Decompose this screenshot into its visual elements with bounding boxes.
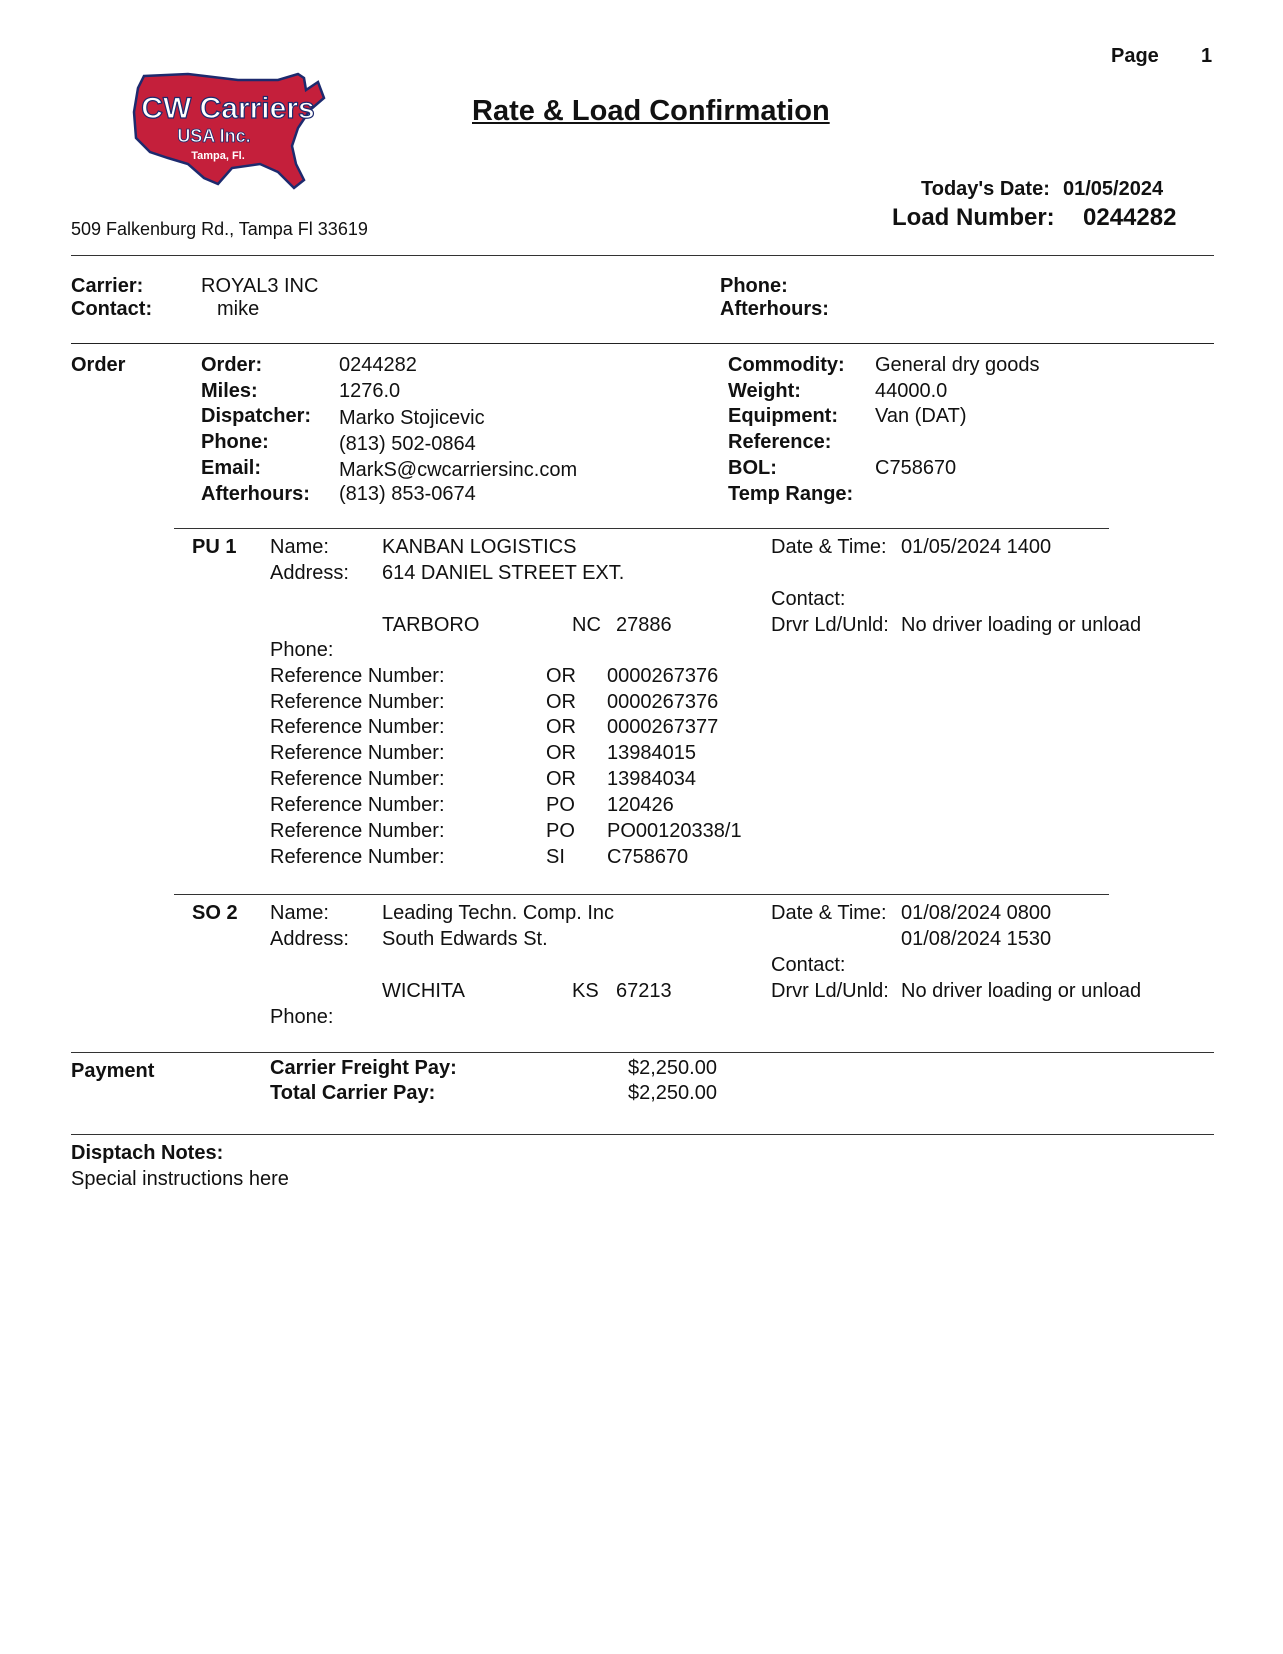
ref-value: PO00120338/1	[607, 820, 742, 842]
load-number-value: 0244282	[1083, 204, 1177, 231]
so2-city: WICHITA	[382, 980, 465, 1002]
page-title: Rate & Load Confirmation	[472, 95, 830, 127]
ref-type: OR	[546, 691, 576, 713]
ref-label: Reference Number:	[270, 742, 445, 764]
so2-zip: 67213	[616, 980, 672, 1002]
ref-type: OR	[546, 742, 576, 764]
contact-value: mike	[217, 298, 260, 320]
ref-value: 0000267377	[607, 716, 719, 738]
company-address: 509 Falkenburg Rd., Tampa Fl 33619	[71, 219, 368, 239]
so2-tag: SO 2	[192, 902, 238, 924]
ref-value: C758670	[607, 846, 689, 868]
ref-type: PO	[546, 820, 575, 842]
so2-datetime-label: Date & Time:	[771, 902, 887, 924]
pu1-drvr: No driver loading or unload	[901, 614, 1142, 636]
divider	[174, 528, 1109, 529]
ref-type: OR	[546, 665, 576, 687]
email-value: MarkS@cwcarriersinc.com	[339, 459, 578, 481]
order-section-label: Order	[71, 354, 126, 376]
ref-type: PO	[546, 794, 575, 816]
dispatch-notes-label: Disptach Notes:	[71, 1142, 224, 1164]
carrier-label: Carrier:	[71, 275, 144, 297]
dispatcher-phone-value: (813) 502-0864	[339, 433, 476, 455]
dispatcher-phone-label: Phone:	[201, 431, 269, 453]
so2-drvr-label: Drvr Ld/Unld:	[771, 980, 889, 1002]
dispatcher-label: Dispatcher:	[201, 405, 312, 427]
ref-label: Reference Number:	[270, 768, 445, 790]
commodity-value: General dry goods	[875, 354, 1040, 376]
freight-pay-value: $2,250.00	[628, 1057, 717, 1079]
ref-label: Reference Number:	[270, 691, 445, 713]
ref-label: Reference Number:	[270, 846, 445, 868]
pu1-state: NC	[572, 614, 601, 636]
order-afterhours-label: Afterhours:	[201, 483, 310, 505]
divider	[71, 255, 1214, 256]
ref-type: OR	[546, 768, 576, 790]
miles-value: 1276.0	[339, 380, 401, 402]
ref-label: Reference Number:	[270, 794, 445, 816]
commodity-label: Commodity:	[728, 354, 845, 376]
ref-value: 0000267376	[607, 691, 719, 713]
pu1-name-label: Name:	[270, 536, 329, 558]
todays-date-label: Today's Date:	[921, 178, 1050, 200]
ref-type: OR	[546, 716, 576, 738]
todays-date-value: 01/05/2024	[1063, 178, 1164, 200]
so2-address-label: Address:	[270, 928, 349, 950]
divider	[71, 343, 1214, 344]
weight-label: Weight:	[728, 380, 801, 402]
equipment-label: Equipment:	[728, 405, 838, 427]
temp-range-label: Temp Range:	[728, 483, 854, 505]
bol-value: C758670	[875, 457, 957, 479]
weight-value: 44000.0	[875, 380, 948, 402]
order-field-value: 0244282	[339, 354, 417, 376]
pu1-zip: 27886	[616, 614, 672, 636]
logo-line2: USA Inc.	[177, 126, 251, 146]
load-number-label: Load Number:	[892, 204, 1055, 231]
email-label: Email:	[201, 457, 262, 479]
so2-state: KS	[572, 980, 599, 1002]
ref-value: 120426	[607, 794, 674, 816]
so2-datetime: 01/08/2024 0800	[901, 902, 1052, 924]
pu1-address-label: Address:	[270, 562, 349, 584]
so2-drvr: No driver loading or unload	[901, 980, 1142, 1002]
miles-label: Miles:	[201, 380, 258, 402]
so2-contact-label: Contact:	[771, 954, 846, 976]
ref-value: 0000267376	[607, 665, 719, 687]
reference-label: Reference:	[728, 431, 832, 453]
pu1-tag: PU 1	[192, 536, 237, 558]
carrier-afterhours-label: Afterhours:	[720, 298, 829, 320]
payment-section-label: Payment	[71, 1060, 155, 1082]
so2-phone-label: Phone:	[270, 1006, 334, 1028]
divider	[174, 894, 1109, 895]
carrier-value: ROYAL3 INC	[201, 275, 319, 297]
page-number: 1	[1201, 45, 1213, 67]
pu1-name: KANBAN LOGISTICS	[382, 536, 577, 558]
so2-address: South Edwards St.	[382, 928, 548, 950]
logo-line1: CW Carriers	[141, 92, 315, 125]
total-pay-value: $2,250.00	[628, 1082, 717, 1104]
ref-label: Reference Number:	[270, 665, 445, 687]
carrier-phone-label: Phone:	[720, 275, 788, 297]
logo-line3: Tampa, Fl.	[191, 150, 245, 162]
pu1-datetime-label: Date & Time:	[771, 536, 887, 558]
pu1-datetime: 01/05/2024 1400	[901, 536, 1052, 558]
pu1-city: TARBORO	[382, 614, 480, 636]
pu1-phone-label: Phone:	[270, 639, 334, 661]
order-field-label: Order:	[201, 354, 263, 376]
pu1-contact-label: Contact:	[771, 588, 846, 610]
so2-datetime-end: 01/08/2024 1530	[901, 928, 1052, 950]
dispatcher-value: Marko Stojicevic	[339, 407, 485, 429]
ref-value: 13984015	[607, 742, 696, 764]
page-label: Page	[1111, 45, 1159, 67]
ref-type: SI	[546, 846, 565, 868]
pu1-address: 614 DANIEL STREET EXT.	[382, 562, 625, 584]
dispatch-notes-text: Special instructions here	[71, 1168, 289, 1190]
company-logo	[128, 68, 328, 193]
pu1-drvr-label: Drvr Ld/Unld:	[771, 614, 889, 636]
equipment-value: Van (DAT)	[875, 405, 967, 427]
ref-value: 13984034	[607, 768, 696, 790]
ref-label: Reference Number:	[270, 716, 445, 738]
divider	[71, 1052, 1214, 1053]
order-afterhours-value: (813) 853-0674	[339, 483, 476, 505]
divider	[71, 1134, 1214, 1135]
contact-label: Contact:	[71, 298, 153, 320]
bol-label: BOL:	[728, 457, 777, 479]
total-pay-label: Total Carrier Pay:	[270, 1082, 436, 1104]
so2-name: Leading Techn. Comp. Inc	[382, 902, 615, 924]
freight-pay-label: Carrier Freight Pay:	[270, 1057, 457, 1079]
so2-name-label: Name:	[270, 902, 329, 924]
ref-label: Reference Number:	[270, 820, 445, 842]
